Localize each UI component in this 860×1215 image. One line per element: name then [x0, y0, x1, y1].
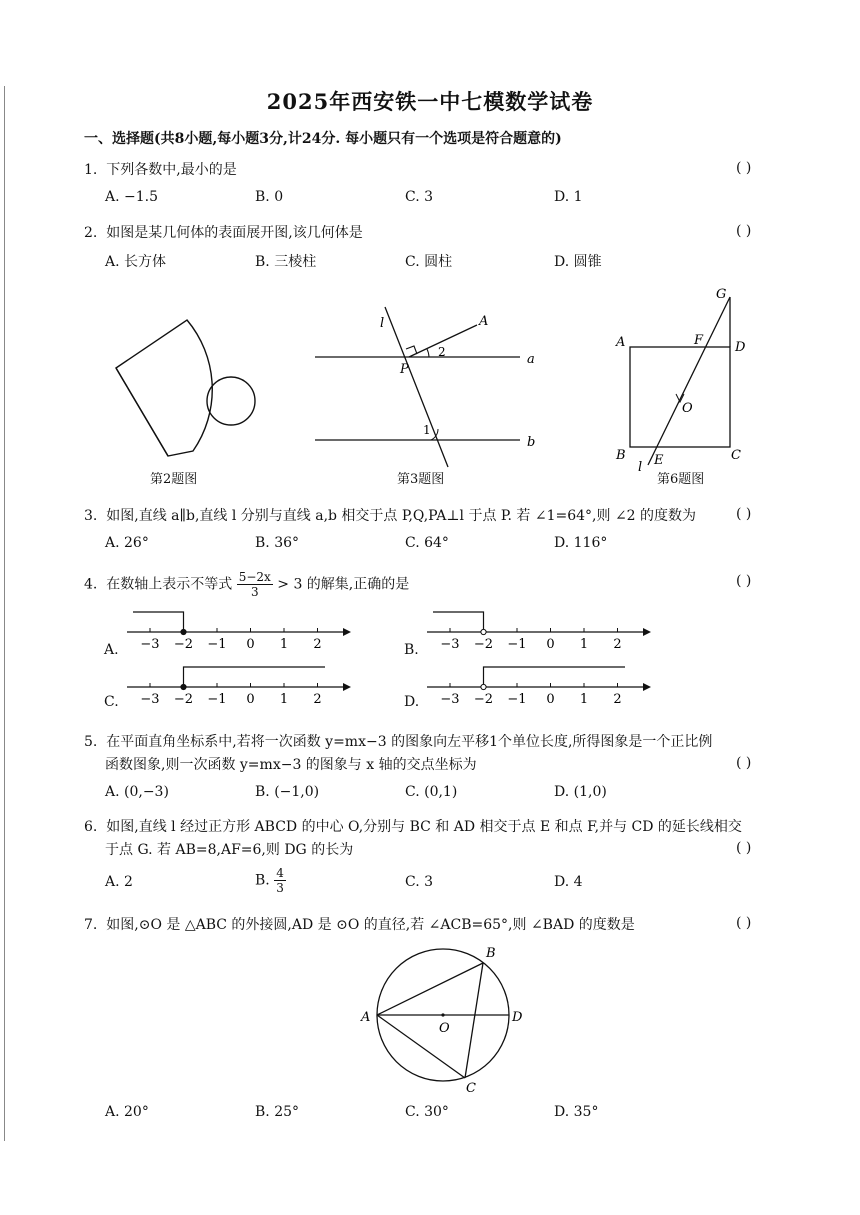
- fraction-denominator: 3: [276, 881, 284, 895]
- page-edge-line: [4, 86, 5, 1141]
- label-D: D: [735, 340, 746, 355]
- tick-label: 1: [579, 637, 589, 652]
- option-c: C. (0,1): [405, 784, 458, 800]
- open-endpoint: [481, 629, 486, 634]
- option-c: C. 3: [405, 189, 434, 205]
- figure-3-caption: 第3题图: [397, 472, 445, 487]
- question-stem: 在平面直角坐标系中,若将一次函数 y=mx−3 的图象向左平移1个单位长度,所得图象是一个正比例: [106, 734, 713, 750]
- tick-label: 2: [313, 637, 322, 652]
- label-l: l: [638, 460, 643, 472]
- tick-label: −3: [440, 692, 460, 707]
- label-B: B: [616, 448, 626, 463]
- tick-label: 0: [246, 637, 255, 652]
- label-F: F: [694, 333, 704, 348]
- option-d: D. 116°: [554, 535, 608, 551]
- label-C: C: [466, 1081, 476, 1093]
- answer-blank: ( ): [736, 915, 752, 931]
- option-b: B. 0: [255, 189, 284, 205]
- option-b: B. (−1,0): [255, 784, 320, 800]
- label-b: b: [527, 435, 536, 450]
- right-angle-mark: [406, 346, 417, 354]
- option-a: A. 长方体: [105, 254, 167, 270]
- tick-label: −2: [173, 637, 194, 652]
- tick-label: −2: [473, 637, 494, 652]
- option-d: D.: [404, 694, 420, 710]
- option-a: A. 2: [105, 874, 133, 890]
- figure-6-caption: 第6题图: [657, 472, 705, 487]
- option-d: D. 35°: [554, 1104, 599, 1120]
- question-stem: 下列各数中,最小的是: [106, 162, 237, 178]
- figure-2-cone-net: [100, 315, 270, 465]
- open-endpoint: [481, 684, 486, 689]
- tick-label: −3: [140, 692, 160, 707]
- answer-blank: ( ): [736, 573, 752, 589]
- sector-shape: [116, 320, 212, 456]
- fraction-numerator: 5−2x: [238, 570, 271, 584]
- question-6-line-2: 于点 G. 若 AB=8,AF=6,则 DG 的长为: [105, 842, 354, 858]
- axis-arrow: [643, 683, 651, 691]
- label-l: l: [380, 316, 385, 331]
- tick-label: −1: [207, 692, 227, 707]
- axis-arrow: [343, 628, 351, 636]
- page-title: 2025年西安铁一中七模数学试卷: [266, 89, 594, 114]
- tick-label: −3: [440, 637, 460, 652]
- question-stem: 如图是某几何体的表面展开图,该几何体是: [106, 225, 363, 241]
- label-O: O: [682, 401, 693, 416]
- tick-label: −2: [173, 692, 194, 707]
- option-letter: B.: [255, 872, 270, 889]
- figure-2-caption: 第2题图: [150, 472, 198, 487]
- option-a: A.: [104, 642, 119, 658]
- option-a: A. 26°: [105, 535, 149, 551]
- option-d: D. 1: [554, 189, 583, 205]
- inequality-fraction: [237, 570, 273, 599]
- question-number: 5.: [84, 734, 98, 750]
- tick-label: 1: [579, 692, 589, 707]
- option-c: C. 64°: [405, 535, 449, 551]
- tick-label: 0: [246, 692, 255, 707]
- option-a: A. 20°: [105, 1104, 149, 1120]
- axis-arrow: [643, 628, 651, 636]
- label-D: D: [512, 1010, 523, 1025]
- question-number: 7.: [84, 917, 98, 933]
- sector-edge: [116, 368, 168, 456]
- option-d: D. (1,0): [554, 784, 607, 800]
- option-c: C.: [104, 694, 119, 710]
- label-A: A: [479, 314, 489, 329]
- label-A: A: [361, 1010, 371, 1025]
- label-a: a: [527, 352, 535, 367]
- label-angle-1: 1: [423, 423, 431, 437]
- question-1: [84, 160, 237, 180]
- chord-ab: [377, 963, 483, 1015]
- question-stem: 如图,直线 a∥b,直线 l 分别与直线 a,b 相交于点 P,Q,PA⊥l 于点 P. 若 ∠1=64°,则 ∠2 的度数为: [106, 508, 697, 524]
- answer-blank: ( ): [736, 160, 752, 176]
- option-a: A. −1.5: [105, 189, 159, 205]
- solution-ray-left: [433, 612, 484, 632]
- question-4: [84, 570, 409, 599]
- option-a: A. (0,−3): [105, 784, 169, 800]
- tick-label: 2: [613, 637, 622, 652]
- question-stem: 如图,⊙O 是 △ABC 的外接圆,AD 是 ⊙O 的直径,若 ∠ACB=65°,则 ∠BAD 的度数是: [106, 917, 635, 933]
- base-circle: [207, 377, 255, 425]
- closed-endpoint: [181, 684, 186, 689]
- label-G: G: [716, 287, 727, 302]
- tick-label: −1: [207, 637, 227, 652]
- answer-blank: ( ): [736, 840, 752, 856]
- option-b: [255, 866, 286, 895]
- question-number: 4.: [84, 576, 98, 593]
- section-heading: 一、选择题(共8小题,每小题3分,计24分. 每小题只有一个选项是符合题意的): [84, 131, 562, 147]
- question-number: 2.: [84, 225, 98, 241]
- option-b: B.: [404, 642, 419, 658]
- question-stem-tail: > 3 的解集,正确的是: [277, 576, 410, 593]
- question-3: [84, 506, 696, 526]
- question-5: [84, 732, 712, 752]
- tick-label: 0: [546, 637, 555, 652]
- label-C: C: [731, 448, 741, 463]
- number-line-a: [125, 606, 357, 652]
- center-dot: [441, 1013, 444, 1016]
- question-6: [84, 817, 742, 837]
- axis-arrow: [343, 683, 351, 691]
- label-E: E: [654, 453, 664, 468]
- question-number: 3.: [84, 508, 98, 524]
- chord-ac: [377, 1015, 465, 1078]
- question-stem: 如图,直线 l 经过正方形 ABCD 的中心 O,分别与 BC 和 AD 相交于点 E 和点 F,并与 CD 的延长线相交: [106, 819, 742, 835]
- line-l: [385, 307, 448, 467]
- tick-label: 0: [546, 692, 555, 707]
- label-A: A: [616, 335, 626, 350]
- tick-label: −1: [507, 692, 527, 707]
- tick-label: 1: [279, 637, 289, 652]
- question-7: [84, 915, 635, 935]
- square-abcd: [630, 347, 730, 447]
- solution-ray-left: [133, 612, 184, 632]
- option-b: B. 25°: [255, 1104, 300, 1120]
- number-line-d: [425, 661, 657, 707]
- option-c: C. 圆柱: [405, 254, 453, 270]
- fraction-denominator: 3: [250, 585, 259, 599]
- number-line-b: [425, 606, 657, 652]
- question-number: 1.: [84, 162, 98, 178]
- solution-ray-right: [484, 667, 626, 687]
- figure-7-circle: [355, 935, 535, 1093]
- option-c: C. 3: [405, 874, 434, 890]
- tick-label: −2: [473, 692, 494, 707]
- label-angle-2: 2: [438, 345, 446, 359]
- option-b: B. 三棱柱: [255, 254, 317, 270]
- tick-label: −3: [140, 637, 160, 652]
- angle-2-arc: [427, 349, 429, 357]
- answer-blank: ( ): [736, 506, 752, 522]
- option-c: C. 30°: [405, 1104, 449, 1120]
- answer-blank: ( ): [736, 755, 752, 771]
- question-number: 6.: [84, 819, 98, 835]
- tick-label: −1: [507, 637, 527, 652]
- label-B: B: [486, 946, 496, 961]
- option-b-fraction: [274, 866, 286, 895]
- question-2: [84, 223, 363, 243]
- closed-endpoint: [181, 629, 186, 634]
- figure-6-square: [610, 282, 760, 472]
- figure-3-parallel-lines: [305, 295, 555, 470]
- question-stem: 在数轴上表示不等式: [106, 576, 233, 593]
- fraction-numerator: 4: [276, 866, 284, 880]
- answer-blank: ( ): [736, 223, 752, 239]
- solution-ray-right: [184, 667, 326, 687]
- tick-label: 2: [313, 692, 322, 707]
- label-O: O: [439, 1021, 450, 1036]
- line-l: [648, 297, 730, 465]
- chord-bc: [465, 963, 483, 1078]
- tick-label: 1: [279, 692, 289, 707]
- tick-label: 2: [613, 692, 622, 707]
- option-d: D. 圆锥: [554, 254, 602, 270]
- option-d: D. 4: [554, 874, 583, 890]
- option-b: B. 36°: [255, 535, 300, 551]
- number-line-c: [125, 661, 357, 707]
- label-P: P: [400, 362, 409, 377]
- question-5-line-2: 函数图象,则一次函数 y=mx−3 的图象与 x 轴的交点坐标为: [105, 757, 477, 773]
